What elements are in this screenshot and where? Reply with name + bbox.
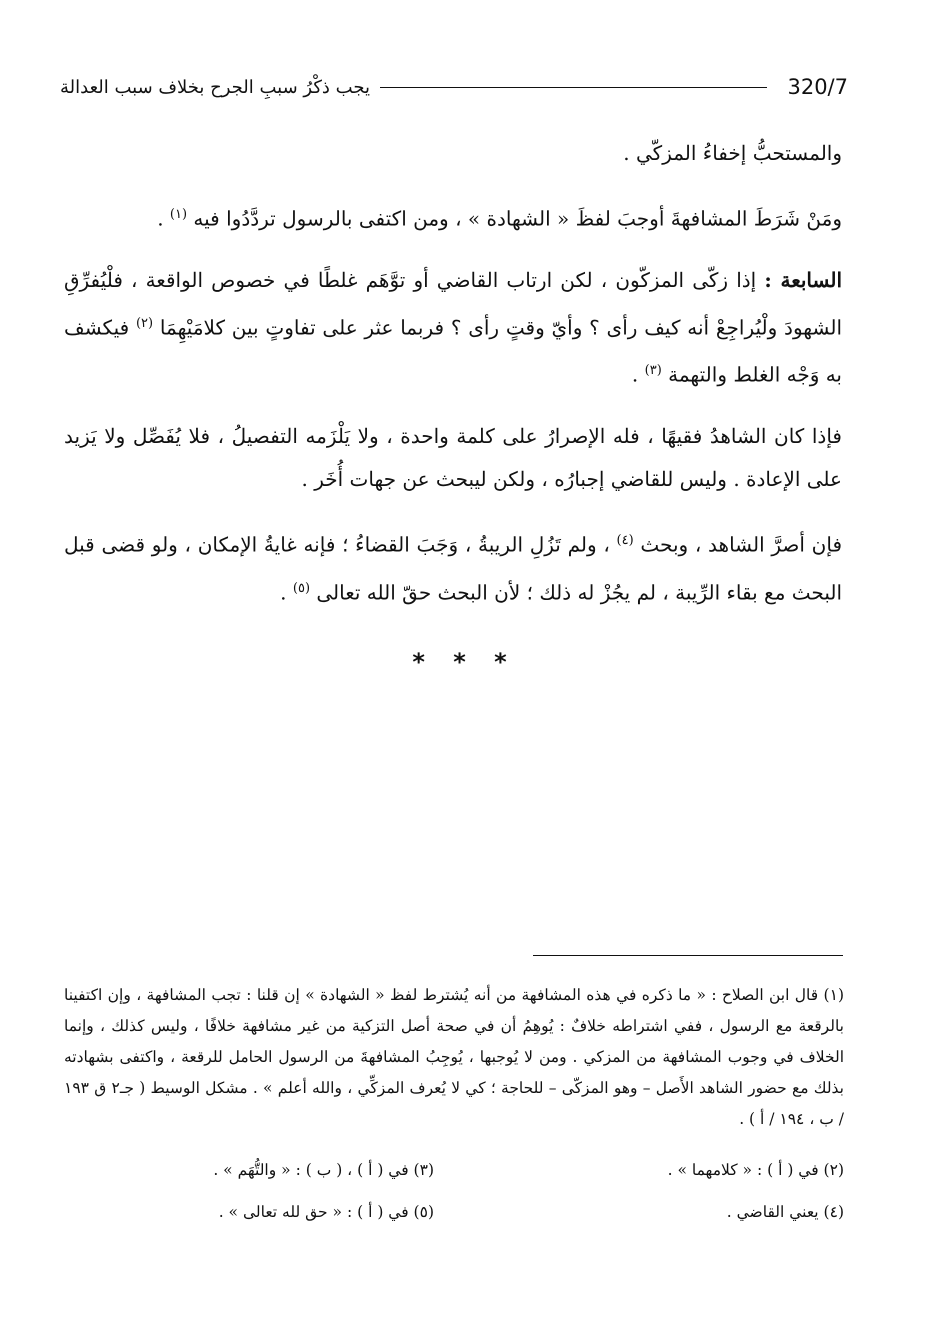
main-text: [64, 132, 842, 632]
section-lead-seventh: السابعة :: [764, 267, 842, 292]
footnote-ref-4[interactable]: (٤): [616, 532, 634, 548]
header-rule: [380, 87, 768, 88]
paragraph-3-text: إذا زكّى المزكّون ، لكن ارتاب القاضي أو توَّهَم غلطًا في خصوص الواقعة ، فلْيُفرِّقِ الشهودَ ولْيُراجِعْ أنه كيف رأى ؟ وأيّ وقتٍ رأى ؟ فربما عثر على تفاوتٍ بين كلامَيْهِمَا: [64, 267, 843, 340]
footnote-4: (٤) يعني القاضي .: [726, 1203, 844, 1221]
paragraph-1: والمستحبُّ إخفاءُ المزكّي .: [623, 141, 842, 165]
paragraph-2-text: ومَنْ شَرَطَ المشافهةَ أوجبَ لفظَ « الشهادة » ، ومن اكتفى بالرسول تردَّدُوا فيه: [193, 206, 842, 231]
footnotes: [64, 980, 844, 1233]
section-separator: * * *: [412, 648, 517, 676]
footnote-1: (١) قال ابن الصلاح : « ما ذكره في هذه المشافهة من أنه يُشترط لفظ « الشهادة » إن قلنا : تجب المشافهة ، وإن اكتفينا بالرقعة مع الرسول ، ففي اشتراطه خلافٌ : يُوهِمُ أن في صحة أصل التزكية من غير مشافهة خلافًا ، وليس كذلك ، وإنما الخلاف في وجوب المشافهة من المزكي . ومن لا يُوجبها ، يُوجِبُ المشافهةَ من الرسول الحامل للرقعة ، واكتفى بشهادته بذلك مع حضور الشاهد الأَصل – وهو المزكّى – للحاجة ؛ كي لا يُعرف المزكِّي ، والله أعلم » . مشكل الوسيط ( جـ٢ ق ١٩٣ / ب ، ١٩٤ / أ ) .: [64, 986, 844, 1128]
footnote-ref-1[interactable]: (١): [169, 207, 188, 222]
paragraph-3-mid: فيكشف به وَجْه الغلط والتهمة: [64, 315, 842, 387]
paragraph-3-end: .: [631, 362, 645, 387]
paragraph-5: [64, 519, 842, 614]
footnote-2: (٢) في ( أ ) : « كلامهما » .: [667, 1161, 844, 1179]
footnote-grid: [64, 1149, 844, 1233]
paragraph-5-text: فإن أصرَّ الشاهد ، وبحث: [640, 532, 843, 557]
running-title: يجب ذكْرُ سببِ الجرح بخلاف سبب العدالة: [60, 76, 370, 98]
page-number: 320/7: [787, 75, 848, 99]
paragraph-4: فإذا كان الشاهدُ فقيهًا ، فله الإصرارُ على كلمة واحدة ، ولا يَلْزَمه التفصيلُ ، فلا يُفَصِّل ولا يَزيد على الإعادة . وليس للقاضي إجبارُه ، ولكن ليبحث عن جهات أُخَر .: [64, 423, 842, 491]
paragraph-5-end: .: [280, 580, 293, 605]
footnote-3: (٣) في ( أ ) ، ( ب ) : « والتُّهَم » .: [213, 1161, 434, 1179]
footnote-ref-5[interactable]: (٥): [292, 580, 311, 596]
paragraph-2: [64, 193, 842, 241]
page-header: [60, 70, 848, 104]
paragraph-5-mid: ، ولم تَزُلِ الريبةُ ، وَجَبَ القضاءُ ؛ فإنه غايةُ الإمكان ، ولو قضى قبل البحث مع بقاء الرِّيبة ، لم يجُزْ له ذلك ؛ لأن البحث حقّ الله تعالى: [64, 532, 842, 605]
footnote-ref-3[interactable]: (٣): [644, 363, 662, 379]
footnote-5: (٥) في ( أ ) : « حق لله تعالى » .: [218, 1203, 434, 1221]
footnote-ref-2[interactable]: (٢): [135, 315, 154, 331]
paragraph-2-end: .: [157, 206, 170, 231]
footnote-rule: [533, 955, 843, 956]
paragraph-3: [64, 259, 842, 397]
